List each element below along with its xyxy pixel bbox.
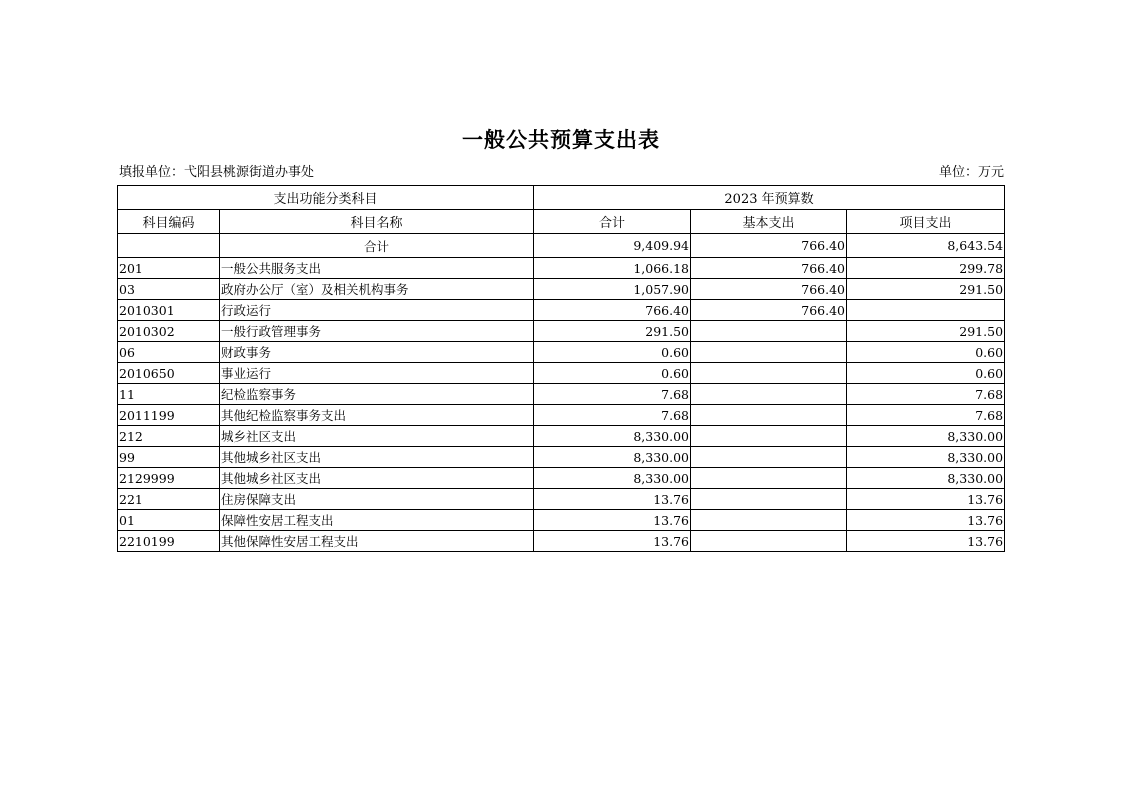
project-cell: 7.68 [847,405,1005,426]
table-row [118,510,1005,531]
table-row [118,426,1005,447]
name-cell: 其他保障性安居工程支出 [220,531,534,552]
basic-cell: 766.40 [691,300,847,321]
total-cell: 0.60 [534,363,691,384]
table-row [118,279,1005,300]
basic-cell: 766.40 [691,279,847,300]
total-code-cell [118,234,220,258]
table-row [118,468,1005,489]
project-cell: 7.68 [847,384,1005,405]
project-cell: 291.50 [847,279,1005,300]
code-cell: 01 [118,510,220,531]
name-cell: 事业运行 [220,363,534,384]
table-row [118,489,1005,510]
total-cell: 7.68 [534,405,691,426]
project-cell: 8,330.00 [847,468,1005,489]
group-header-row [118,186,1005,210]
page-title: 一般公共预算支出表 [462,128,660,152]
currency-unit: 单位：万元 [938,165,1004,180]
table-row [118,342,1005,363]
basic-cell [691,489,847,510]
name-cell: 财政事务 [220,342,534,363]
table-row [118,321,1005,342]
column-header-name: 科目名称 [220,210,534,234]
total-cell: 8,330.00 [534,447,691,468]
column-header-row [118,210,1005,234]
basic-cell [691,405,847,426]
basic-cell [691,363,847,384]
code-cell: 11 [118,384,220,405]
function-category-header: 支出功能分类科目 [118,186,534,210]
table-row [118,258,1005,279]
basic-cell [691,510,847,531]
total-cell: 1,066.18 [534,258,691,279]
code-cell: 06 [118,342,220,363]
basic-cell [691,384,847,405]
code-cell: 212 [118,426,220,447]
name-cell: 一般行政管理事务 [220,321,534,342]
total-cell: 8,330.00 [534,426,691,447]
code-cell: 2010302 [118,321,220,342]
project-cell: 299.78 [847,258,1005,279]
name-cell: 住房保障支出 [220,489,534,510]
basic-cell [691,342,847,363]
total-total-cell: 9,409.94 [534,234,691,258]
column-header-code: 科目编码 [118,210,220,234]
project-cell: 291.50 [847,321,1005,342]
code-cell: 2010301 [118,300,220,321]
table-row [118,384,1005,405]
total-cell: 13.76 [534,489,691,510]
basic-cell [691,468,847,489]
code-cell: 2010650 [118,363,220,384]
total-cell: 766.40 [534,300,691,321]
budget-year-header: 2023 年预算数 [534,186,1005,210]
total-row [118,234,1005,258]
project-cell [847,300,1005,321]
table-row [118,300,1005,321]
name-cell: 其他纪检监察事务支出 [220,405,534,426]
code-cell: 03 [118,279,220,300]
name-cell: 保障性安居工程支出 [220,510,534,531]
basic-cell: 766.40 [691,258,847,279]
basic-cell [691,321,847,342]
code-cell: 2129999 [118,468,220,489]
project-cell: 0.60 [847,342,1005,363]
name-cell: 其他城乡社区支出 [220,447,534,468]
code-cell: 221 [118,489,220,510]
project-cell: 13.76 [847,531,1005,552]
column-header-total: 合计 [534,210,691,234]
total-cell: 7.68 [534,384,691,405]
name-cell: 城乡社区支出 [220,426,534,447]
basic-cell [691,447,847,468]
column-header-project: 项目支出 [847,210,1005,234]
total-project-cell: 8,643.54 [847,234,1005,258]
name-cell: 纪检监察事务 [220,384,534,405]
project-cell: 8,330.00 [847,447,1005,468]
total-cell: 1,057.90 [534,279,691,300]
total-basic-cell: 766.40 [691,234,847,258]
project-cell: 13.76 [847,489,1005,510]
name-cell: 其他城乡社区支出 [220,468,534,489]
code-cell: 2210199 [118,531,220,552]
budget-expenditure-table [117,185,1005,552]
total-name-cell: 合计 [220,234,534,258]
table-row [118,405,1005,426]
total-cell: 13.76 [534,531,691,552]
name-cell: 政府办公厅（室）及相关机构事务 [220,279,534,300]
project-cell: 0.60 [847,363,1005,384]
project-cell: 13.76 [847,510,1005,531]
basic-cell [691,531,847,552]
table-row [118,531,1005,552]
code-cell: 2011199 [118,405,220,426]
reporting-unit: 填报单位：弋阳县桃源街道办事处 [119,165,315,180]
total-cell: 0.60 [534,342,691,363]
total-cell: 13.76 [534,510,691,531]
column-header-basic: 基本支出 [691,210,847,234]
project-cell: 8,330.00 [847,426,1005,447]
name-cell: 行政运行 [220,300,534,321]
total-cell: 8,330.00 [534,468,691,489]
name-cell: 一般公共服务支出 [220,258,534,279]
code-cell: 99 [118,447,220,468]
table-row [118,363,1005,384]
total-cell: 291.50 [534,321,691,342]
code-cell: 201 [118,258,220,279]
table-row [118,447,1005,468]
basic-cell [691,426,847,447]
